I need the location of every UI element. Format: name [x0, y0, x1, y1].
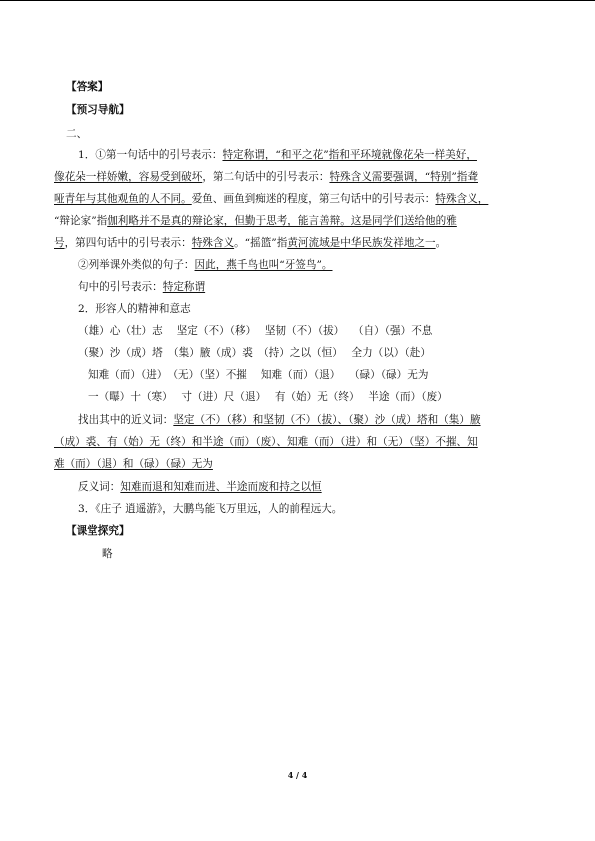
q1-answer: 号	[54, 237, 65, 249]
q1-text: 爱鱼、画鱼到痴迷的程度，第三句话中的引号表示：	[191, 193, 436, 205]
q1-answer: 特定称谓，“和平之花”指和平环境就像花朵一样美好，	[222, 149, 477, 161]
q1-text: “辩论家”指	[54, 215, 108, 227]
q2-answer: 因此，燕千鸟也叫“牙签鸟”。	[194, 259, 333, 271]
antonym-label: 反义词：	[78, 481, 121, 493]
q1-text: 1．①第一句话中的引号表示：	[78, 149, 223, 161]
antonym-line	[78, 480, 322, 494]
idiom-row: 知难（而）（进） （无）（坚）不摧 知难（而）（退） （碌）（碌）无为	[88, 369, 429, 381]
q1-text: 。	[435, 237, 447, 249]
q1-text: ，第四句话中的引号表示：	[64, 237, 192, 249]
q1-line-1	[78, 148, 477, 162]
q1-answer: 特殊含义，	[435, 193, 489, 205]
q1-text: 。“摇篮”指	[234, 237, 288, 249]
class-heading: 【课堂探究】	[66, 525, 130, 537]
synonym-line-1	[78, 413, 481, 427]
q2-text: ②列举课外类似的句子：	[78, 259, 195, 271]
idiom-row: （雄）心（壮）志 坚定（不）（移） 坚韧（不）（拔） （自）（强）不息	[78, 325, 433, 337]
q1-line-4	[54, 214, 457, 228]
q2-answer: 特定称谓	[162, 281, 206, 293]
q1-answer: 特殊含义需要强调，“特别”指聋	[329, 171, 478, 183]
q1-line-3	[54, 192, 488, 206]
q1-answer: 伽利略并不是真的辩论家，但勤于思考，能言善辩。这是同学们送给他的雅	[107, 215, 457, 227]
q1-answer: 像花朵一样娇嫩，容易受到破坏	[54, 171, 203, 183]
synonym-line-2: （成）裘、有（始）无（终）和半途（而）（废）、知难（而）（进）和（无）（坚）不摧、知	[54, 436, 478, 448]
q2-line-1	[78, 258, 333, 272]
antonym-answer: 知难而退和知难而进、半途而废和持之以恒	[120, 481, 322, 493]
top-border	[0, 0, 595, 1]
item3: 3．《庄子 逍遥游》，大鹏鸟能飞万里远，人的前程远大。	[78, 503, 343, 515]
answer-heading: 【答案】	[66, 81, 109, 93]
idiom-row: （聚）沙（成）塔 （集）腋（成）裘 （持）之以（恒） 全力（以）（赴）	[78, 347, 431, 359]
q2-text: 句中的引号表示：	[78, 281, 163, 293]
q1-text: ，第二句话中的引号表示：	[202, 171, 330, 183]
q1-line-2	[54, 170, 478, 184]
q1-answer: 特殊含义	[191, 237, 235, 249]
synonym-answer: 坚定（不）（移）和坚韧（不）（拔）、（聚）沙（成）塔和（集）腋	[173, 414, 481, 426]
item2-title: 2．形容人的精神和意志	[78, 303, 191, 315]
idiom-row: 一（曝）十（寒） 寸（进）尺（退） 有（始）无（终） 半途（而）（废）	[88, 391, 448, 403]
section-two-label: 二、	[66, 128, 88, 140]
q1-answer: 黄河流域是中华民族发祥地之一	[287, 237, 436, 249]
preview-heading: 【预习导航】	[66, 104, 130, 116]
q1-line-5	[54, 236, 446, 250]
q2-line-2	[78, 280, 205, 294]
synonym-line-3: 难（而）（退）和（碌）（碌）无为	[54, 458, 213, 470]
q1-answer: 哑青年与其他观鱼的人不同。	[54, 193, 192, 205]
page-number: 4 / 4	[287, 770, 308, 780]
synonym-label: 找出其中的近义词：	[78, 414, 174, 426]
omitted-note: 略	[102, 548, 113, 560]
